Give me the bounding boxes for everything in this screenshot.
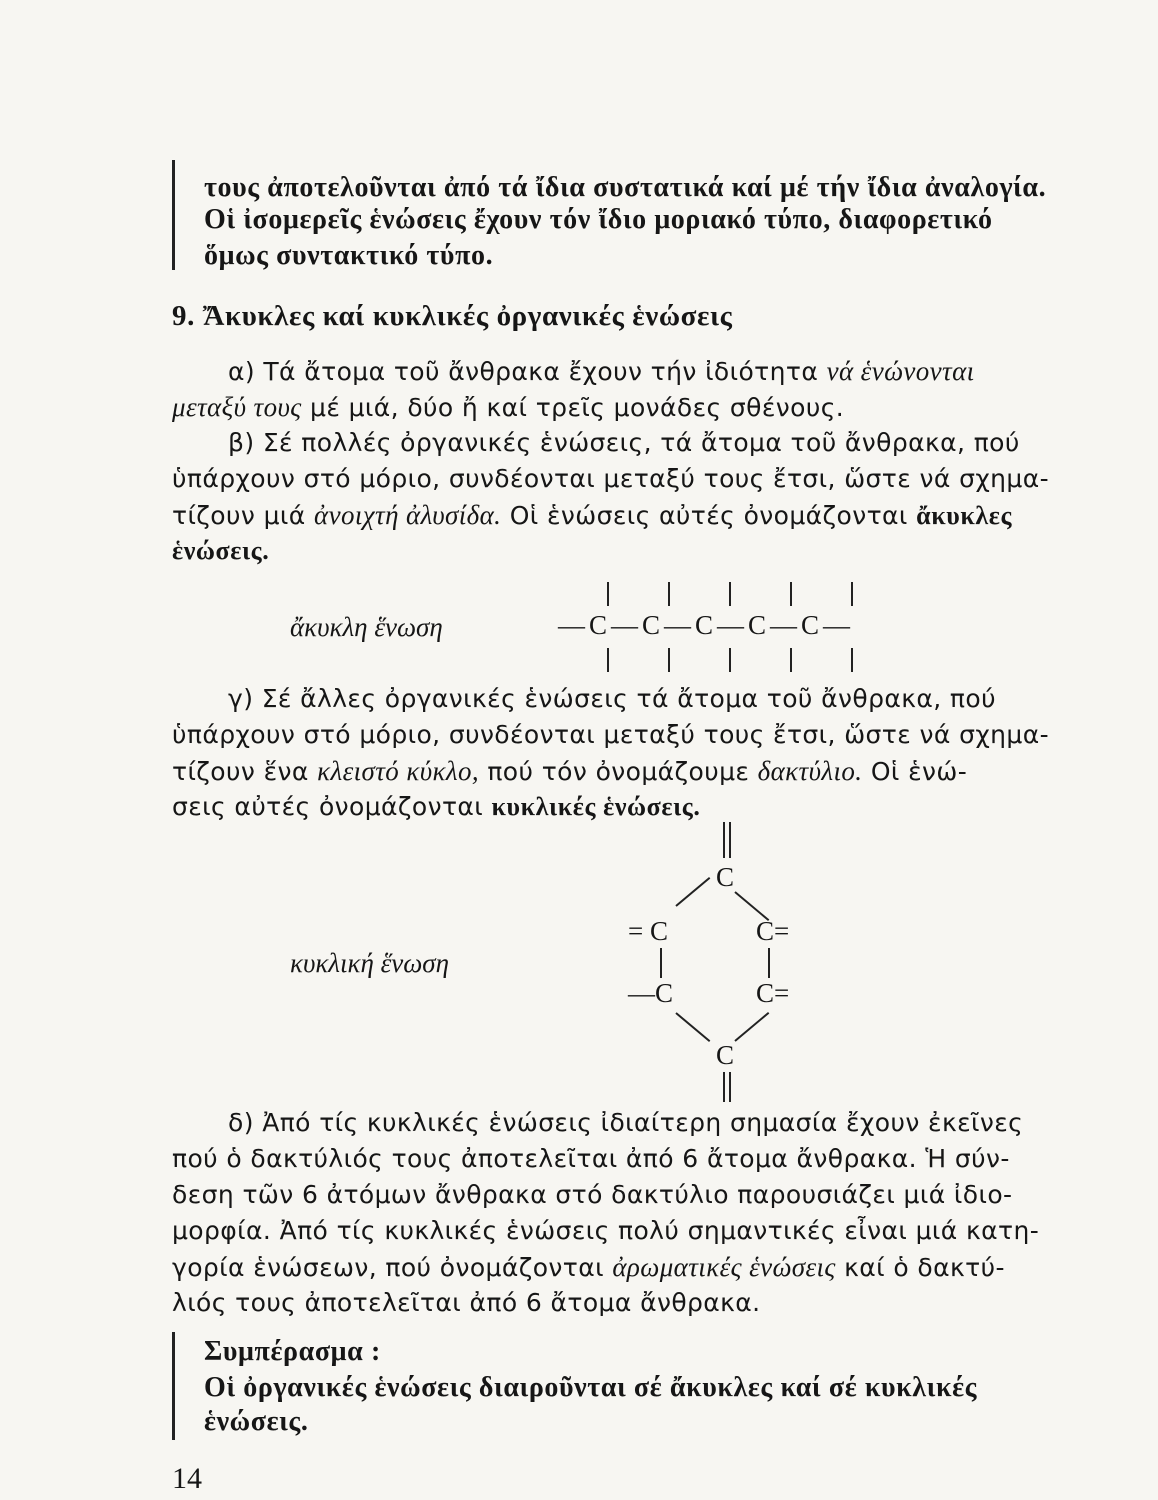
- conclusion-line-1: Οἱ ὀργανικές ἑνώσεις διαιροῦνται σέ ἄκυκλες καί σέ κυκλικές: [204, 1372, 978, 1403]
- acyclic-bond-5-up: [851, 582, 853, 606]
- ring-bond-left-side: [660, 948, 662, 978]
- ring-left-top-carbon: = C: [628, 916, 668, 946]
- ring-bond-bottom-left: [675, 1012, 710, 1042]
- ring-top-double-bond-a: [723, 822, 725, 858]
- para-c-line-4: [172, 792, 700, 822]
- conclusion-title: Συμπέρασμα :: [204, 1336, 381, 1367]
- ring-bond-top-right: [734, 891, 769, 921]
- para-c-bold: κυκλικές ἑνώσεις.: [491, 792, 701, 821]
- acyclic-bond-4-up: [790, 582, 792, 606]
- para-b-line-1: β) Σέ πολλές ὀργανικές ἑνώσεις, τά ἄτομα τοῦ ἄνθρακα, πού: [228, 428, 1020, 457]
- ring-top-carbon: C: [716, 862, 735, 892]
- para-b-line-4: ἑνώσεις.: [172, 536, 270, 565]
- acyclic-bond-3-down: [729, 648, 731, 672]
- acyclic-bond-2-down: [668, 648, 670, 672]
- para-d-text-5: γορία ἑνώσεων, πού ὀνομάζονται: [172, 1253, 604, 1282]
- acyclic-bond-2-up: [668, 582, 670, 606]
- para-a-italic: νά ἑνώνονται: [826, 356, 975, 386]
- para-c-text-3c: Οἱ ἑνώ-: [870, 757, 968, 786]
- margin-rule-top: [172, 160, 175, 270]
- para-d-line-1: δ) Ἀπό τίς κυκλικές ἑνώσεις ἰδιαίτερη σημασία ἔχουν ἐκεῖνες: [228, 1108, 1024, 1137]
- para-b-text-3: τίζουν μιά: [172, 501, 306, 530]
- para-b-line-2: ὑπάρχουν στό μόριο, συνδέονται μεταξύ τους ἔτσι, ὥστε νά σχημα-: [172, 464, 1050, 493]
- para-c-text-3: τίζουν ἕνα: [172, 757, 309, 786]
- conclusion-line-2: ἑνώσεις.: [204, 1406, 309, 1437]
- ring-left-bottom-carbon: —C: [628, 978, 674, 1008]
- ring-bottom-double-bond-a: [723, 1072, 725, 1102]
- acyclic-bond-1-down: [607, 648, 609, 672]
- ring-right-bottom-carbon: C=: [756, 978, 790, 1008]
- para-b-line-3: [172, 500, 1012, 531]
- ring-bond-right-side: [768, 948, 770, 978]
- acyclic-label: ἄκυκλη ἕνωση: [290, 612, 443, 642]
- page-number: 14: [172, 1462, 202, 1495]
- para-d-line-3: δεση τῶν 6 ἀτόμων ἄνθρακα στό δακτύλιο παρουσιάζει μιά ἰδιο-: [172, 1180, 1013, 1209]
- para-d-line-5: [172, 1252, 1005, 1283]
- ring-bottom-carbon: C: [716, 1040, 735, 1070]
- para-a-line-1: [228, 356, 975, 387]
- intro-line-3: ὅμως συντακτικό τύπο.: [204, 240, 494, 271]
- acyclic-bond-3-up: [729, 582, 731, 606]
- para-a-text: α) Τά ἄτομα τοῦ ἄνθρακα ἔχουν τήν ἰδιότητα: [228, 357, 819, 386]
- ring-bond-top-left: [675, 877, 710, 907]
- para-a-italic-2: μεταξύ τους: [172, 392, 302, 422]
- para-d-line-4: μορφία. Ἀπό τίς κυκλικές ἑνώσεις πολύ σημαντικές εἶναι μιά κατη-: [172, 1216, 1040, 1245]
- acyclic-bond-4-down: [790, 648, 792, 672]
- para-c-text-4: σεις αὐτές ὀνομάζονται: [172, 792, 484, 821]
- para-d-italic: ἀρωματικές ἑνώσεις: [612, 1252, 836, 1282]
- cyclic-label: κυκλική ἕνωση: [290, 948, 450, 978]
- ring-bond-bottom-right: [734, 1012, 769, 1042]
- para-c-italic-2: δακτύλιο.: [757, 756, 863, 786]
- acyclic-chain-formula: —C—C—C—C—C—: [558, 610, 855, 640]
- para-d-line-6: λιός τους ἀποτελεῖται ἀπό 6 ἄτομα ἄνθρακα.: [172, 1288, 761, 1317]
- para-a-text-2: μέ μιά, δύο ἤ καί τρεῖς μονάδες σθένους.: [310, 393, 845, 422]
- intro-line-2: Οἱ ἰσομερεῖς ἑνώσεις ἔχουν τόν ἴδιο μοριακό τύπο, διαφορετικό: [204, 204, 993, 235]
- para-d-line-2: πού ὁ δακτύλιός τους ἀποτελεῖται ἀπό 6 ἄτομα ἄνθρακα. Ἡ σύν-: [172, 1144, 1010, 1173]
- para-c-italic-1: κλειστό κύκλο,: [317, 756, 479, 786]
- acyclic-bond-1-up: [607, 582, 609, 606]
- para-c-line-2: ὑπάρχουν στό μόριο, συνδέονται μεταξύ τους ἔτσι, ὥστε νά σχημα-: [172, 720, 1050, 749]
- ring-bottom-double-bond-b: [729, 1072, 731, 1102]
- para-c-line-3: [172, 756, 967, 787]
- para-d-text-5b: καί ὁ δακτύ-: [844, 1253, 1005, 1282]
- para-b-text-3b: Οἱ ἑνώσεις αὐτές ὀνομάζονται: [509, 501, 908, 530]
- para-a-line-2: [172, 392, 844, 423]
- para-c-line-1: γ) Σέ ἄλλες ὀργανικές ἑνώσεις τά ἄτομα τοῦ ἄνθρακα, πού: [228, 684, 996, 713]
- para-b-bold: ἄκυκλες: [916, 501, 1013, 530]
- ring-right-top-carbon: C=: [756, 916, 790, 946]
- para-c-text-3b: πού τόν ὀνομάζουμε: [487, 757, 750, 786]
- margin-rule-bottom: [172, 1332, 175, 1440]
- section-heading: 9. Ἄκυκλες καί κυκλικές ὀργανικές ἑνώσεις: [172, 300, 733, 332]
- acyclic-bond-5-down: [851, 648, 853, 672]
- ring-top-double-bond-b: [729, 822, 731, 858]
- para-b-italic: ἀνοιχτή ἀλυσίδα.: [314, 500, 502, 530]
- intro-line-1: τους ἀποτελοῦνται ἀπό τά ἴδια συστατικά καί μέ τήν ἴδια ἀναλογία.: [204, 172, 1047, 203]
